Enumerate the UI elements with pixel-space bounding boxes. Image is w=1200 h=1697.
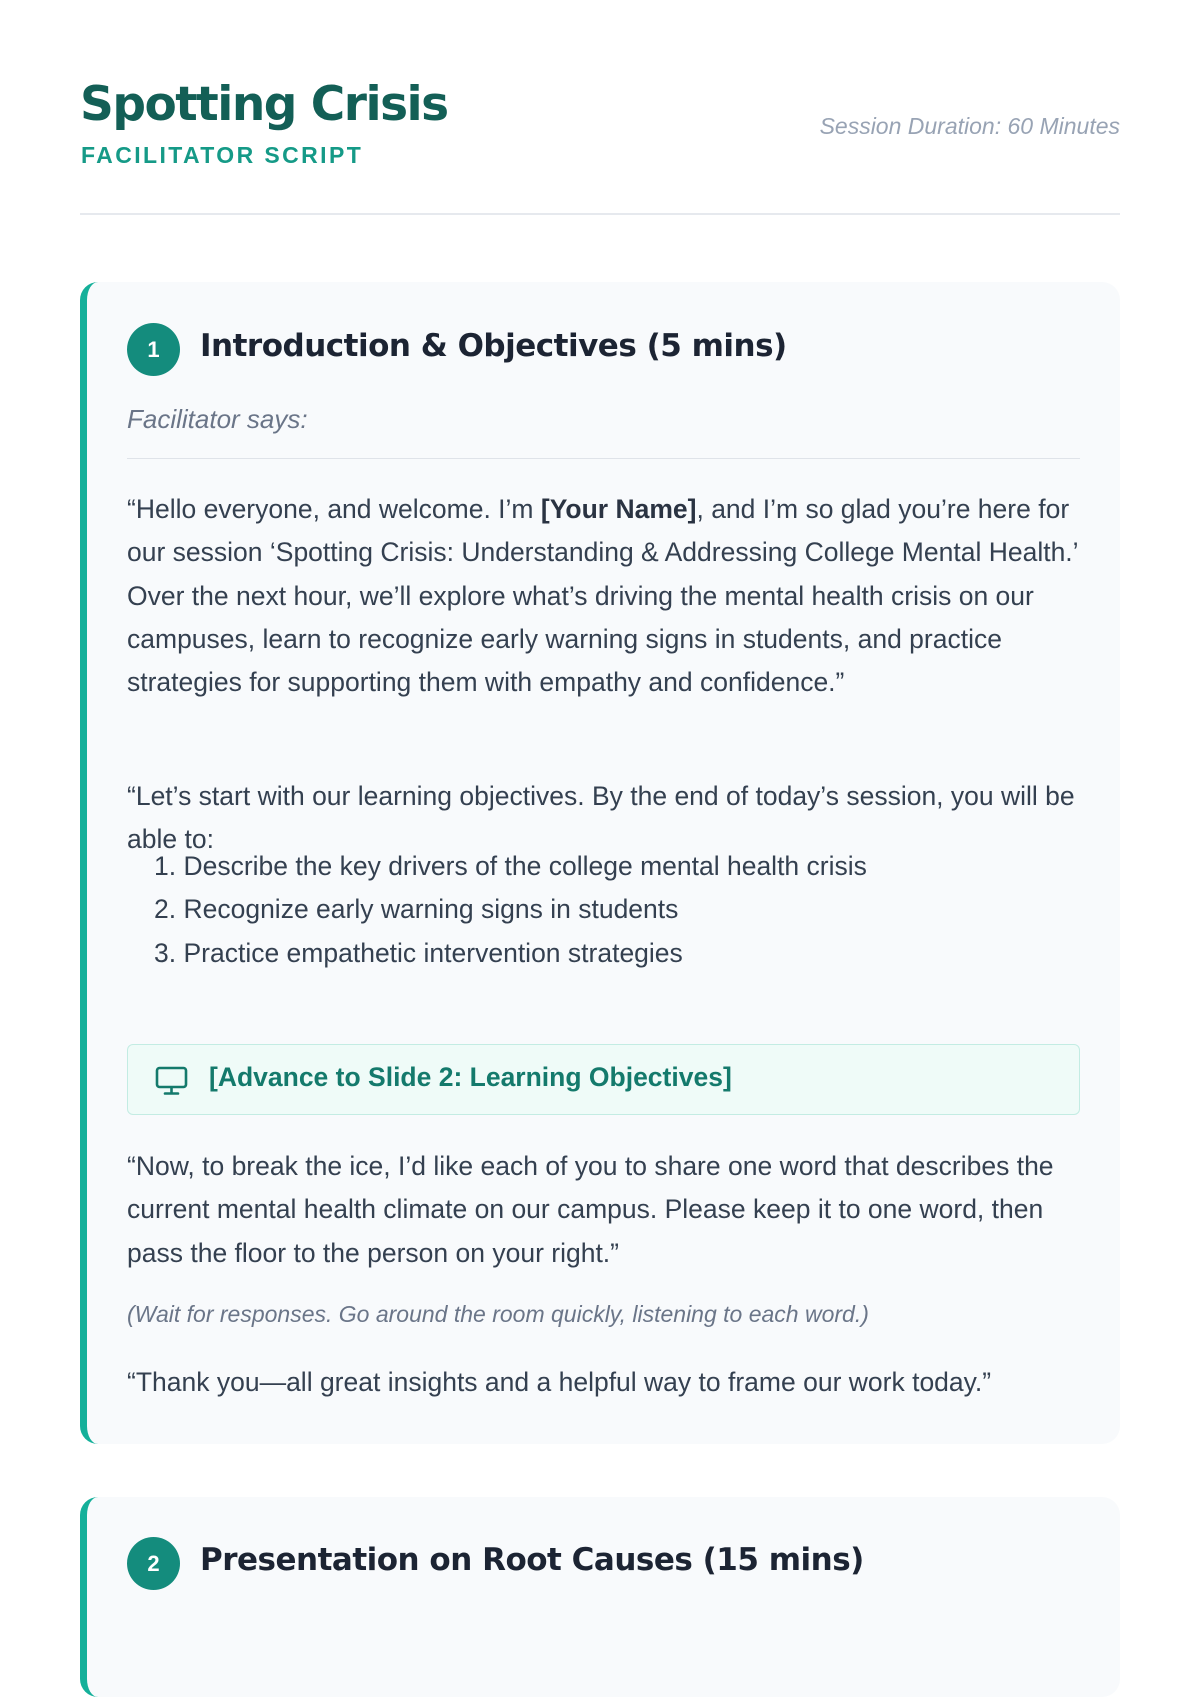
closing-paragraph: “Thank you—all great insights and a helpful way to frame our work today.”	[127, 1367, 992, 1397]
slide-cue-text: [Advance to Slide 2: Learning Objectives]	[209, 1062, 732, 1092]
objective-item: 3. Practice empathetic intervention strategies	[154, 937, 683, 968]
section-title: Presentation on Root Causes (15 mins)	[200, 1542, 864, 1578]
section-title: Introduction & Objectives (5 mins)	[200, 328, 787, 364]
objective-item: 1. Describe the key drivers of the college mental health crisis	[154, 851, 867, 881]
objectives-intro-paragraph: “Let’s start with our learning objectives. By the end of today’s session, you will be able to:	[127, 781, 1075, 855]
section-number-badge: 2	[127, 1537, 180, 1590]
section-number-badge: 1	[127, 323, 180, 376]
page-header	[80, 0, 1120, 215]
icebreaker-paragraph: “Now, to break the ice, I’d like each of you to share one word that describes the current mental health climate on our campus. Please keep it to one word, then pass the floor to the person on your right.”	[127, 1151, 1054, 1268]
section-card-introduction	[80, 282, 1120, 1444]
facilitator-divider	[127, 458, 1080, 459]
objectives-list	[127, 845, 867, 975]
intro-text-end: , and I’m so glad you’re here for our session ‘Spotting Crisis: Understanding & Addressing College Mental Health.’ Over the next hour, we’ll explore what’s driving the mental health crisis on our campuses, learn to recognize early warning signs in students, and practice strategies for supporting them with empathy and confidence.”	[127, 494, 1078, 698]
monitor-icon	[155, 1066, 188, 1096]
name-placeholder: [Your Name]	[540, 494, 697, 524]
intro-text-start: “Hello everyone, and welcome. I’m	[127, 494, 541, 524]
page-subtitle: FACILITATOR SCRIPT	[81, 142, 364, 168]
page-title: Spotting Crisis	[80, 77, 448, 132]
section-card-root-causes	[80, 1497, 1120, 1697]
facilitator-says-label: Facilitator says:	[127, 404, 308, 434]
session-duration: Session Duration: 60 Minutes	[819, 113, 1120, 139]
slide-cue-box	[127, 1044, 1080, 1115]
intro-paragraph	[127, 488, 1087, 704]
objective-item: 2. Recognize early warning signs in students	[154, 894, 679, 925]
stage-direction: (Wait for responses. Go around the room quickly, listening to each word.)	[127, 1301, 869, 1327]
